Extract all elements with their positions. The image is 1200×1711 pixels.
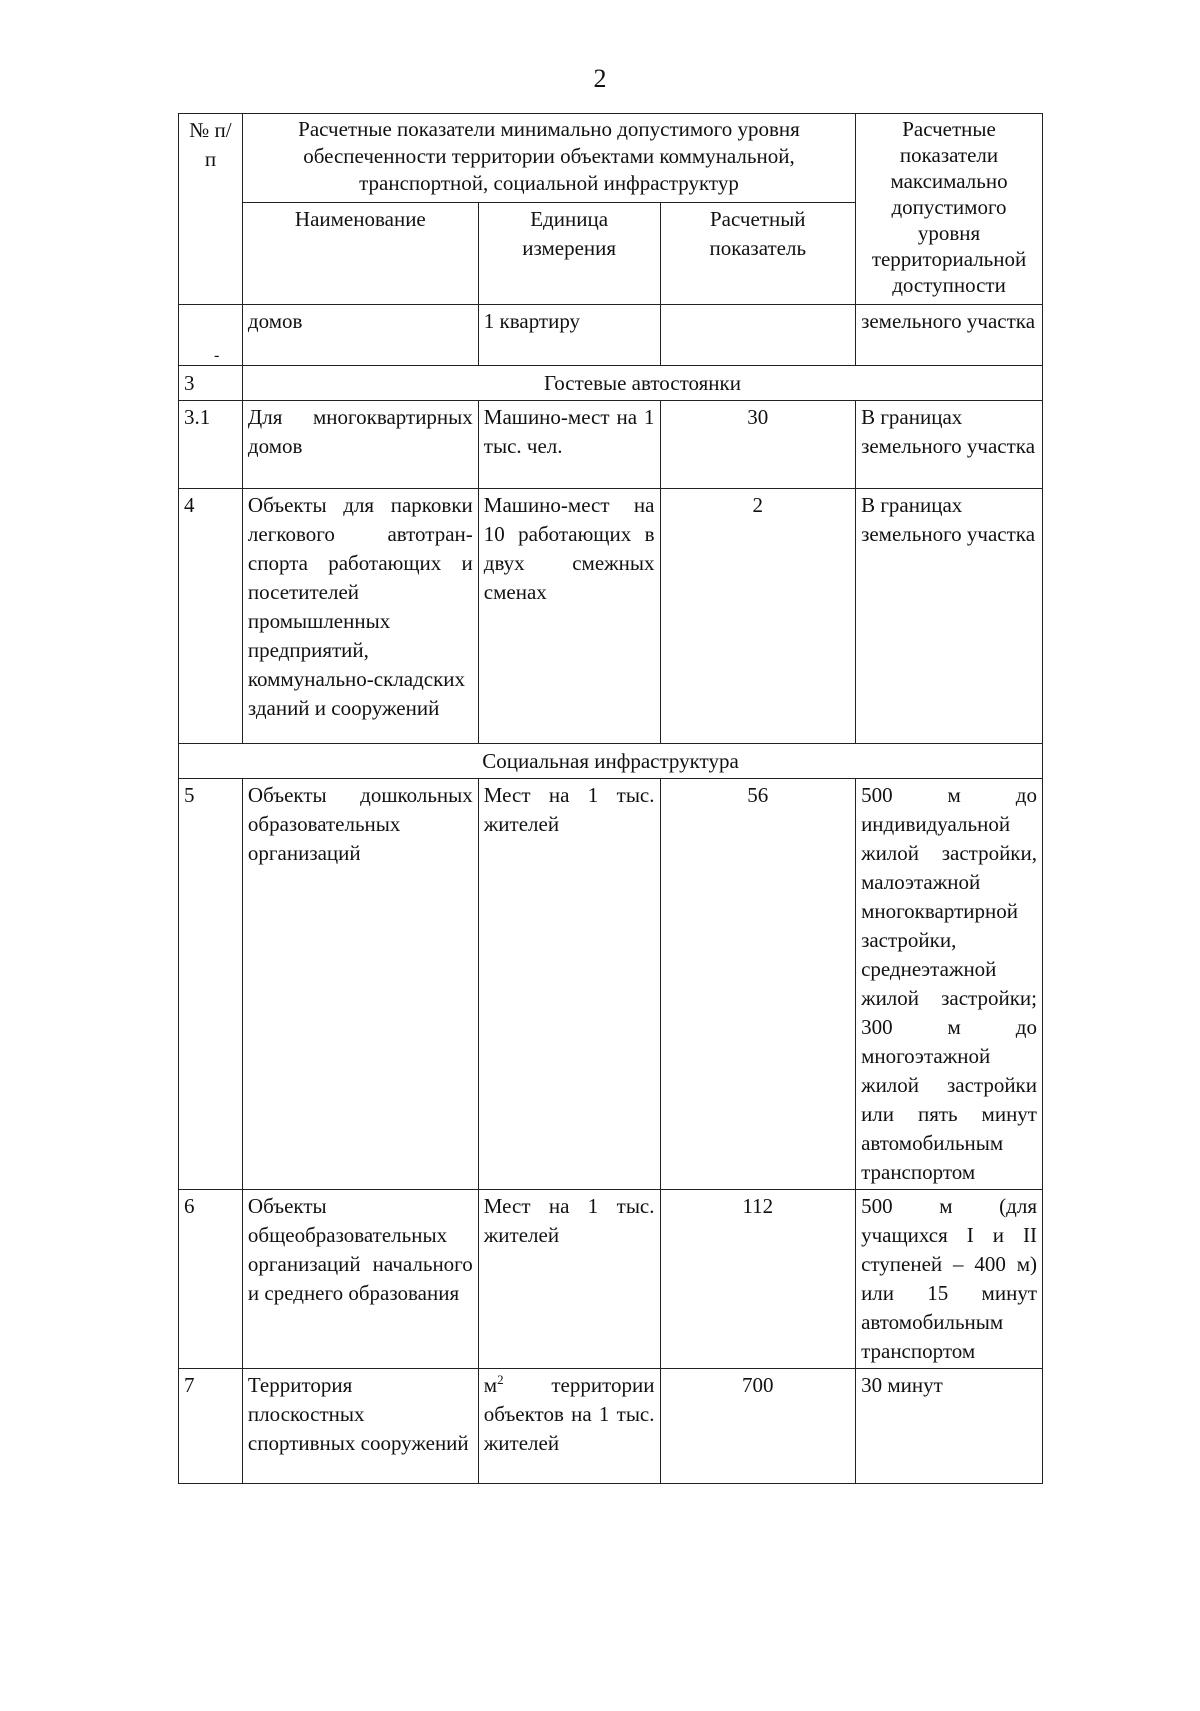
table-row: [179, 1190, 1043, 1369]
row-unit: Машино-мест на 1 тыс. чел.: [478, 401, 660, 489]
row-value: 56: [660, 779, 856, 1190]
section-title: Социальная инфраструктура: [179, 744, 1043, 779]
header-col-value: Расчетный показатель: [660, 203, 856, 305]
unit-text: территории объектов на 1 тыс. жителей: [483, 1373, 655, 1455]
section-title: Гостевые автостоянки: [242, 366, 1042, 401]
row-access: В границах земельного участка: [856, 401, 1043, 489]
row-name: Объекты для парковки легкового автотран-спорта работающих и посетителей промышленных предприятий, коммунально-складских зданий и сооружений: [242, 489, 478, 744]
row-unit: [478, 1369, 660, 1484]
header-col-access: Расчетные показатели максимально допустимого уровня территориальной доступности: [856, 114, 1043, 305]
row-name: Территория плоскостных спортивных сооружений: [242, 1369, 478, 1484]
section-num: 3: [179, 366, 243, 401]
row-access: 30 минут: [856, 1369, 1043, 1484]
indicators-table: [178, 113, 1043, 1484]
row-name: Объекты общеобразовательных организаций начального и среднего образования: [242, 1190, 478, 1369]
table-row: [179, 779, 1043, 1190]
unit-superscript: 2: [497, 1372, 504, 1387]
row-unit: Мест на 1 тыс. жителей: [478, 779, 660, 1190]
table-row: [179, 489, 1043, 744]
row-access: земельного участка: [856, 305, 1043, 366]
unit-symbol: м: [483, 1373, 498, 1397]
row-num: 6: [179, 1190, 243, 1369]
row-num-mark: -: [214, 347, 220, 364]
row-unit: Мест на 1 тыс. жителей: [478, 1190, 660, 1369]
row-num: [179, 305, 243, 366]
page-number: 2: [593, 64, 607, 93]
header-row-1: [179, 114, 1043, 203]
row-value: 30: [660, 401, 856, 489]
row-num: 7: [179, 1369, 243, 1484]
row-value: 2: [660, 489, 856, 744]
header-col-name: Наименование: [242, 203, 478, 305]
table-row: [179, 1369, 1043, 1484]
row-name: домов: [242, 305, 478, 366]
row-access: 500 м до индивидуальной жилой застройки, малоэтажной многоквартирной застройки, среднеэтажной жилой застройки; 300 м до многоэтажной жилой застройки или пять минут автомобильным транспортом: [856, 779, 1043, 1190]
row-name: Объекты дошкольных образовательных организаций: [242, 779, 478, 1190]
row-num: 5: [179, 779, 243, 1190]
row-access: 500 м (для учащихся I и II ступеней – 400 м) или 15 минут автомобильным транспортом: [856, 1190, 1043, 1369]
row-num: 3.1: [179, 401, 243, 489]
row-access: В границах земельного участка: [856, 489, 1043, 744]
section-row: [179, 744, 1043, 779]
header-col-unit: Единица измерения: [478, 203, 660, 305]
row-num: 4: [179, 489, 243, 744]
section-row: [179, 366, 1043, 401]
row-unit: Машино-мест на 10 работающих в двух смежных сменах: [478, 489, 660, 744]
row-value: 700: [660, 1369, 856, 1484]
header-col-num: № п/п: [179, 114, 243, 305]
header-group-title: Расчетные показатели минимально допустимого уровня обеспеченности территории объектами коммунальной, транспортной, социальной инфраструктур: [242, 114, 855, 203]
row-value: [660, 305, 856, 366]
table-row: [179, 305, 1043, 366]
row-name: Для многоквартирных домов: [242, 401, 478, 489]
row-unit: 1 квартиру: [478, 305, 660, 366]
row-value: 112: [660, 1190, 856, 1369]
table-row: [179, 401, 1043, 489]
